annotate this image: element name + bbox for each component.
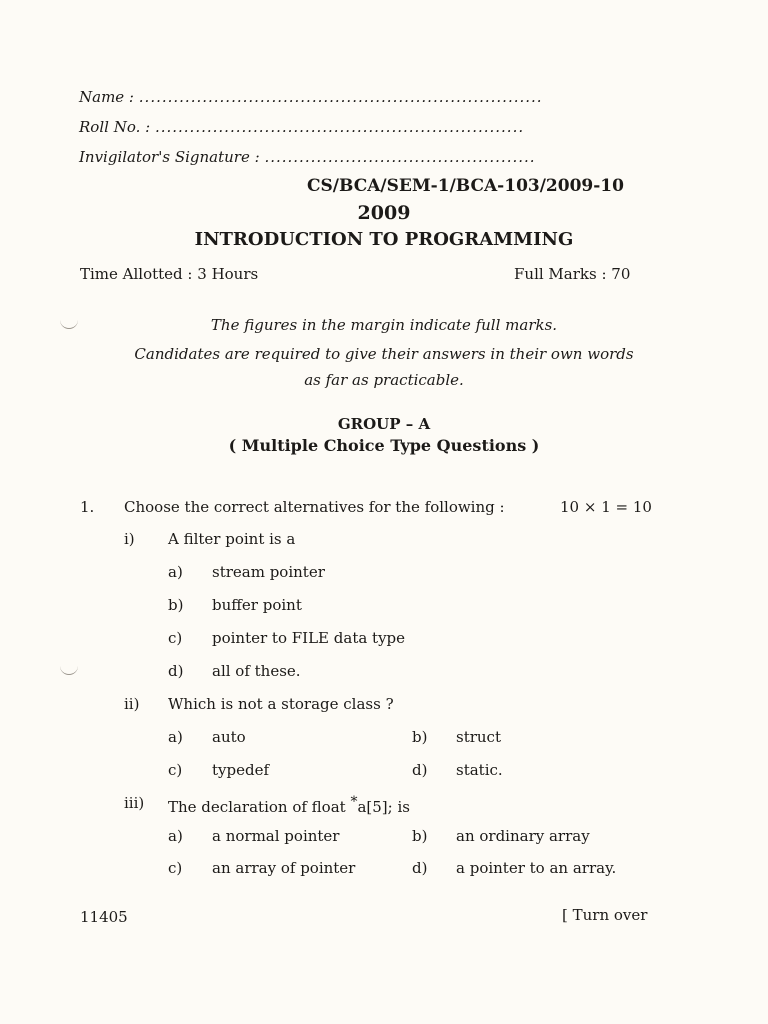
margin-mark [60,666,78,675]
roll-field [79,118,524,136]
invigilator-dots: ............................................... [264,148,536,166]
item-text-before: The declaration of float [168,798,351,816]
option-text: buffer point [212,596,302,614]
item-number: ii) [124,695,140,713]
option-text: pointer to FILE data type [212,629,406,647]
item-text: A filter point is a [168,530,296,548]
item-text [168,794,410,816]
option-key: b) [168,596,184,614]
group-title: GROUP – A [337,415,431,433]
name-dots: ...................................................................... [138,88,543,106]
option-key: c) [168,629,183,647]
instruction-line-3: as far as practicable. [304,371,464,389]
question-marks: 10 × 1 = 10 [560,498,652,516]
item-number: i) [124,530,135,548]
option-text: an array of pointer [212,859,356,877]
option-key: d) [412,761,428,779]
turn-over: [ Turn over [562,906,648,924]
item-text: Which is not a storage class ? [168,695,394,713]
option-text: struct [456,728,501,746]
item-number: iii) [124,794,145,812]
option-key: b) [412,728,428,746]
name-label: Name : [79,88,134,106]
item-text-after: a[5]; is [357,798,410,816]
option-text: auto [212,728,246,746]
option-key: a) [168,563,183,581]
paper-number: 11405 [80,908,128,926]
option-text: a normal pointer [212,827,340,845]
roll-label: Roll No. : [79,118,151,136]
time-allotted: Time Allotted : 3 Hours [80,265,259,283]
paper-code: CS/BCA/SEM-1/BCA-103/2009-10 [307,176,624,196]
option-key: a) [168,827,183,845]
option-text: stream pointer [212,563,325,581]
paper-title: INTRODUCTION TO PROGRAMMING [194,229,574,250]
name-field [79,88,543,106]
pointer-star: * [350,794,358,810]
option-key: a) [168,728,183,746]
option-key: d) [168,662,184,680]
paper-year: 2009 [357,202,411,224]
invigilator-field [79,148,536,166]
option-text: all of these. [212,662,301,680]
instruction-line-1: The figures in the margin indicate full marks. [210,316,558,334]
option-key: b) [412,827,428,845]
option-key: c) [168,859,183,877]
instruction-line-2: Candidates are required to give their answers in their own words [134,345,634,363]
full-marks: Full Marks : 70 [514,265,631,283]
option-text: a pointer to an array. [456,859,617,877]
option-text: static. [456,761,503,779]
option-key: c) [168,761,183,779]
question-text: Choose the correct alternatives for the following : [124,498,505,516]
group-subtitle: ( Multiple Choice Type Questions ) [228,436,540,455]
option-text: an ordinary array [456,827,590,845]
option-key: d) [412,859,428,877]
question-number: 1. [80,498,95,516]
roll-dots: ................................................................ [154,118,525,136]
option-text: typedef [212,761,270,779]
invigilator-label: Invigilator's Signature : [79,148,260,166]
